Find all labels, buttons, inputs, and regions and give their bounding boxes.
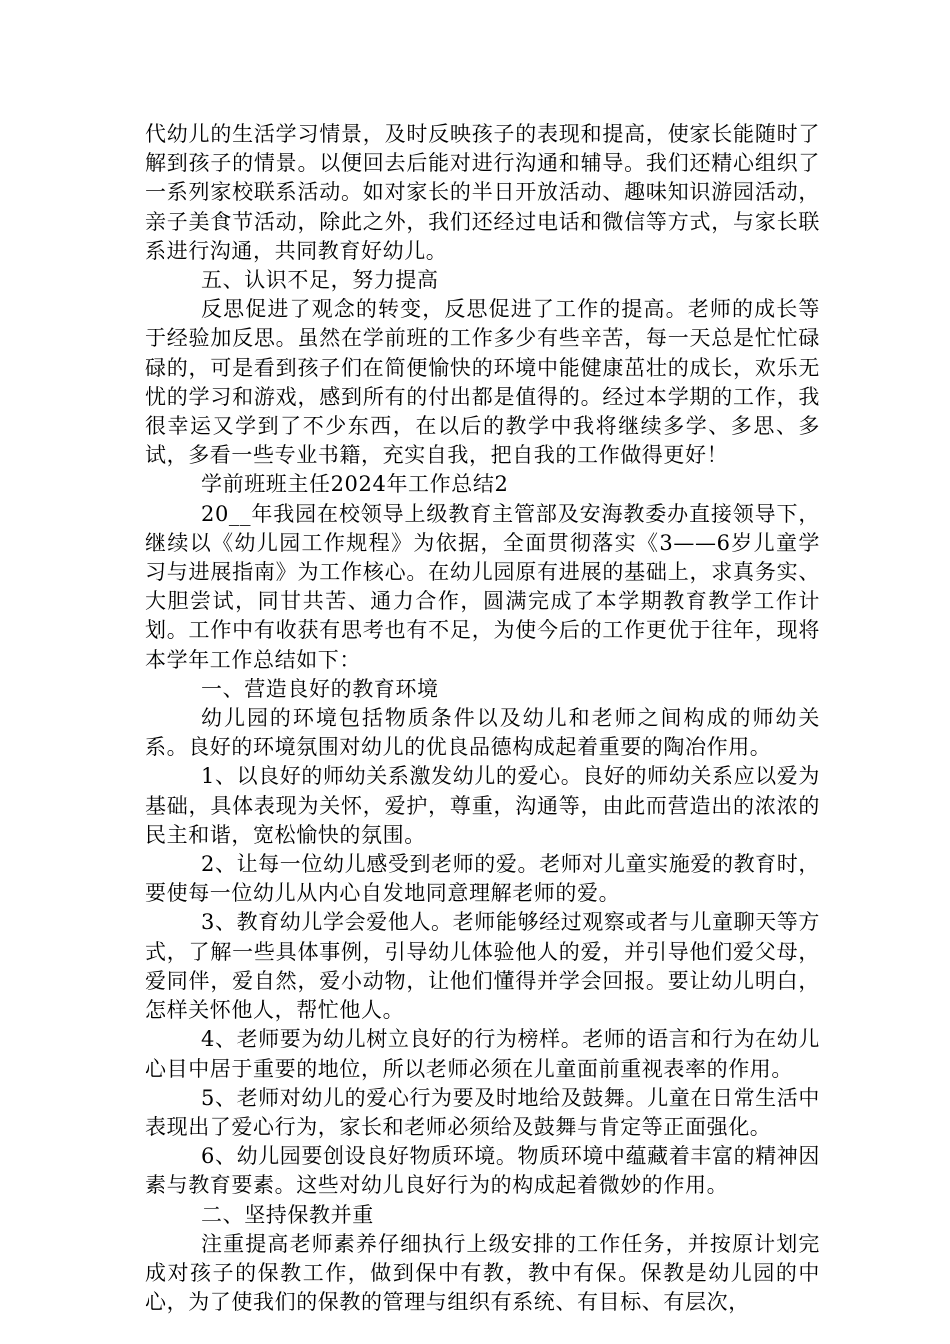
- list-item-3: 3、教育幼儿学会爱他人。老师能够经过观察或者与儿童聊天等方式，了解一些具体事例，引导幼儿体验他人的爱，并引导他们爱父母，爱同伴，爱自然，爱小动物，让他们懂得并学会回报。要让幼儿明白，怎样关怀他人，帮忙他人。: [145, 910, 820, 1023]
- section-heading-2: 二、坚持保教并重: [201, 1202, 374, 1227]
- list-item-2: 2、让每一位幼儿感受到老师的爱。老师对儿童实施爱的教育时，要使每一位幼儿从内心自发地同意理解老师的爱。: [145, 852, 820, 906]
- section-heading-5: 五、认识不足，努力提高: [201, 268, 439, 293]
- paragraph-care-education: 注重提高老师素养仔细执行上级安排的工作任务，并按原计划完成对孩子的保教工作，做到保中有教，教中有保。保教是幼儿园的中心，为了使我们的保教的管理与组织有系统、有目标、有层次，: [145, 1231, 820, 1315]
- paragraph-environment: 幼儿园的环境包括物质条件以及幼儿和老师之间构成的师幼关系。良好的环境氛围对幼儿的优良品德构成起着重要的陶冶作用。: [145, 706, 820, 760]
- list-item-5: 5、老师对幼儿的爱心行为要及时地给及鼓舞。儿童在日常生活中表现出了爱心行为，家长和老师必须给及鼓舞与肯定等正面强化。: [145, 1085, 820, 1139]
- section-heading-1: 一、营造良好的教育环境: [201, 676, 439, 701]
- document-title-2: 学前班班主任2024年工作总结2: [201, 472, 509, 497]
- paragraph-reflection: 反思促进了观念的转变，反思促进了工作的提高。老师的成长等于经验加反思。虽然在学前班的工作多少有些辛苦，每一天总是忙忙碌碌的，可是看到孩子们在简便愉快的环境中能健康茁壮的成长，欢乐无忧的学习和游戏，感到所有的付出都是值得的。经过本学期的工作，我很幸运又学到了不少东西，在以后的教学中我将继续多学、多思、多试，多看一些专业书籍，充实自我，把自我的工作做得更好！: [145, 297, 820, 468]
- list-item-1: 1、以良好的师幼关系激发幼儿的爱心。良好的师幼关系应以爱为基础，具体表现为关怀，爱护，尊重，沟通等，由此而营造出的浓浓的民主和谐，宽松愉快的氛围。: [145, 764, 820, 847]
- list-item-4: 4、老师要为幼儿树立良好的行为榜样。老师的语言和行为在幼儿心目中居于重要的地位，所以老师必须在儿童面前重视表率的作用。: [145, 1027, 820, 1081]
- document-body: [145, 120, 820, 1317]
- paragraph-continuation: 代幼儿的生活学习情景，及时反映孩子的表现和提高，使家长能随时了解到孩子的情景。以便回去后能对进行沟通和辅导。我们还精心组织了一系列家校联系活动。如对家长的半日开放活动、趣味知识游园活动，亲子美食节活动，除此之外，我们还经过电话和微信等方式，与家长联系进行沟通，共同教育好幼儿。: [145, 122, 820, 263]
- paragraph-intro: 20__年我园在校领导上级教育主管部及安海教委办直接领导下，继续以《幼儿园工作规程》为依据，全面贯彻落实《3——6岁儿童学习与进展指南》为工作核心。在幼儿园原有进展的基础上，求真务实、大胆尝试，同甘共苦、通力合作，圆满完成了本学期教育教学工作计划。工作中有收获有思考也有不足，为使今后的工作更优于往年，现将本学年工作总结如下：: [145, 501, 820, 672]
- list-item-6: 6、幼儿园要创设良好物质环境。物质环境中蕴藏着丰富的精神因素与教育要素。这些对幼儿良好行为的构成起着微妙的作用。: [145, 1144, 820, 1198]
